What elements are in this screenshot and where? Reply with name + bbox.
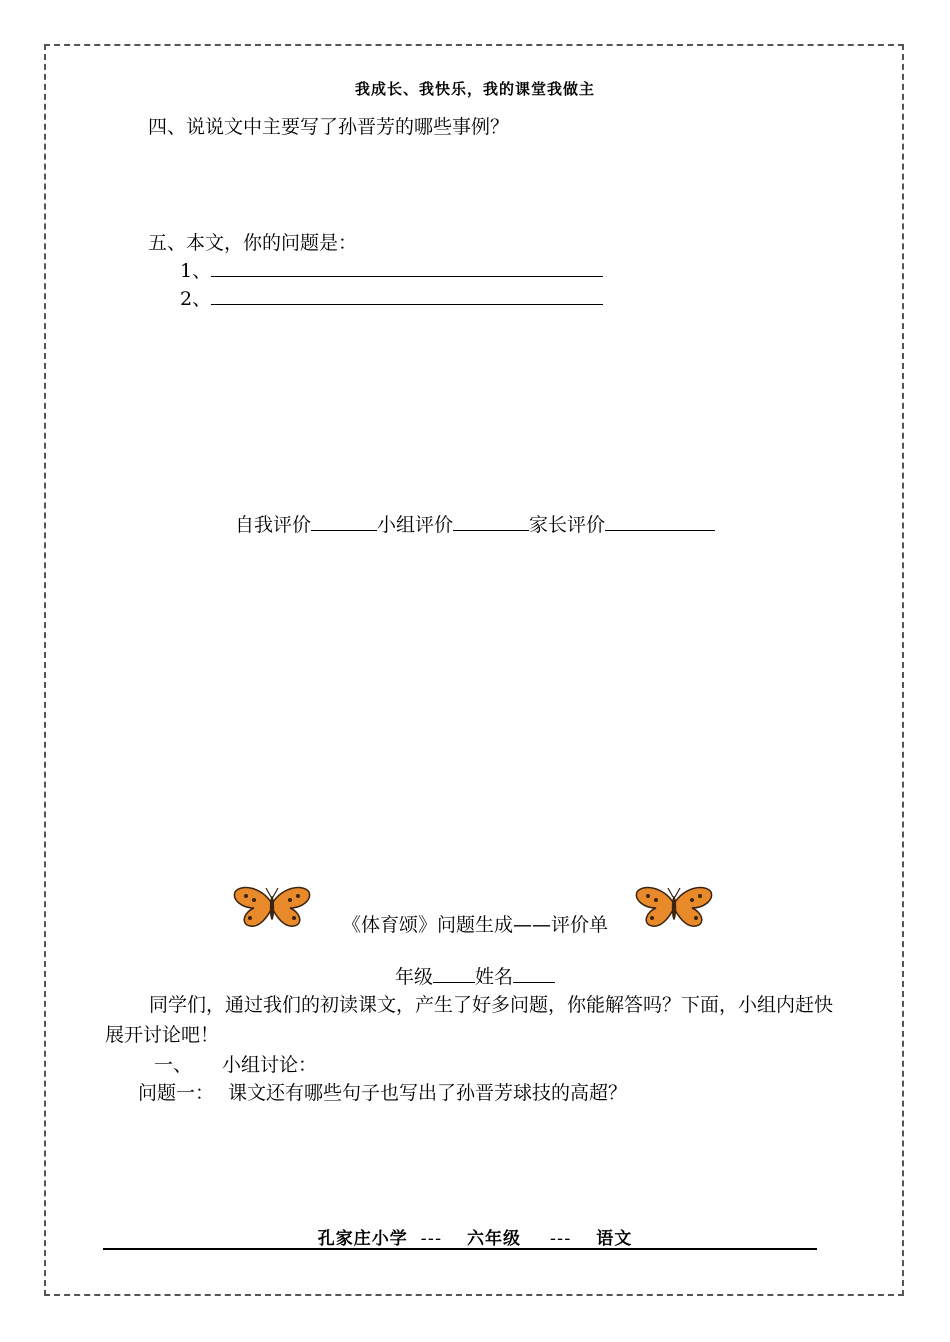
footer-separator-2: --- <box>549 1229 572 1249</box>
answer-blank-1[interactable] <box>211 258 603 277</box>
question-4: 四、说说文中主要写了孙晋芳的哪些事例？ <box>148 116 510 138</box>
footer-rule <box>103 1248 817 1250</box>
butterfly-right-icon <box>634 884 714 930</box>
grade-blank[interactable] <box>433 964 475 983</box>
question-1-text: 课文还有哪些句子也写出了孙晋芳球技的高超？ <box>228 1082 628 1104</box>
footer-subject: 语文 <box>596 1229 633 1249</box>
part-1-heading <box>154 1050 317 1077</box>
answer-line-2 <box>180 284 603 311</box>
footer-grade: 六年级 <box>467 1229 521 1249</box>
grade-label: 年级 <box>394 966 433 988</box>
part-1-title: 小组讨论： <box>222 1054 318 1076</box>
group-evaluation-blank[interactable] <box>453 512 529 531</box>
parent-evaluation-label: 家长评价 <box>529 514 606 536</box>
footer <box>0 1224 950 1249</box>
footer-separator-1: --- <box>420 1229 443 1249</box>
worksheet-title: 《体育颂》问题生成——评价单 <box>341 914 608 936</box>
answer-line-1-number: 1、 <box>180 260 212 282</box>
intro-paragraph: 同学们，通过我们的初读课文，产生了好多问题，你能解答吗？下面，小组内赶快展开讨论吧！ <box>105 994 834 1046</box>
evaluation-line <box>0 510 950 537</box>
part-1-number: 一、 <box>154 1054 193 1076</box>
answer-line-1 <box>180 256 603 283</box>
answer-blank-2[interactable] <box>211 286 603 305</box>
footer-school: 孔家庄小学 <box>317 1229 408 1249</box>
parent-evaluation-blank[interactable] <box>605 512 715 531</box>
question-1-line <box>138 1078 627 1105</box>
question-5: 五、本文，你的问题是： <box>148 232 358 254</box>
header-motto: 我成长、我快乐，我的课堂我做主 <box>354 80 595 98</box>
name-blank[interactable] <box>513 964 555 983</box>
self-evaluation-blank[interactable] <box>311 512 377 531</box>
group-evaluation-label: 小组评价 <box>376 514 453 536</box>
name-label: 姓名 <box>475 966 514 988</box>
question-1-label: 问题一： <box>138 1082 215 1104</box>
grade-name-line <box>0 962 950 989</box>
answer-line-2-number: 2、 <box>180 288 212 310</box>
self-evaluation-label: 自我评价 <box>234 514 311 536</box>
